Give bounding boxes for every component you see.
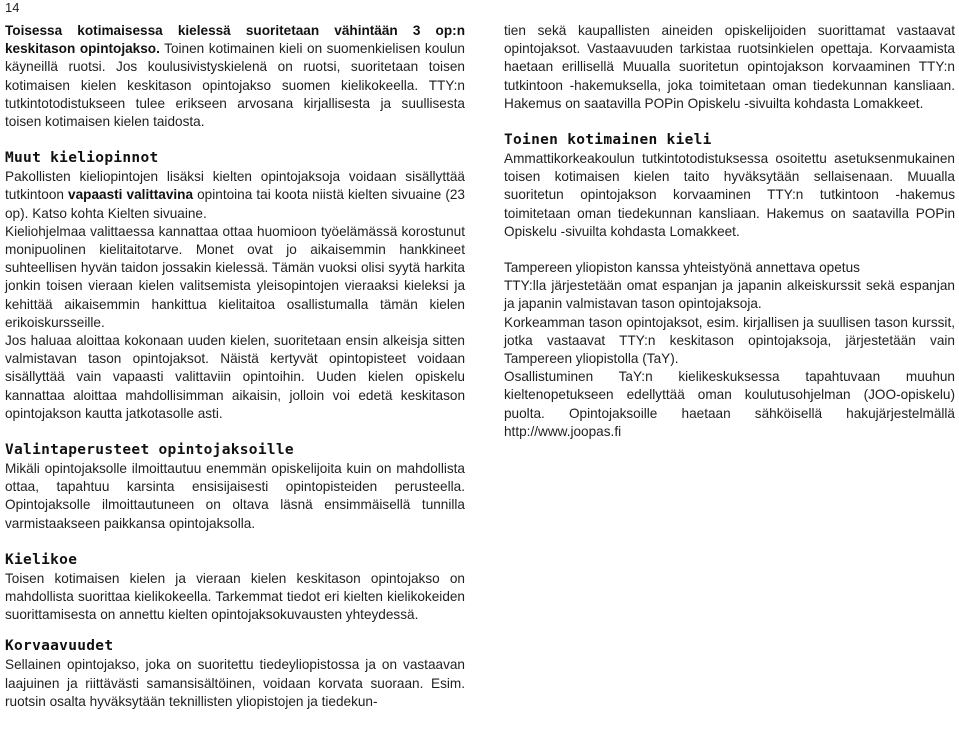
heading-valintaperusteet: Valintaperusteet opintojaksoille [5,442,294,459]
page-number: 14 [5,0,20,15]
muut-text-a: Pakollisten kieliopintojen lisäksi kielten opintojaksoja voidaan sisällyttää tutkintoon [5,169,465,203]
heading-kielikoe: Kielikoe [5,551,78,568]
paragraph-valinta: Mikäli opintojaksolle ilmoittautuu enemmän opiskelijoita kuin on mahdollista ottaa, tapahtuu karsinta ensisijaisesti opintopisteiden perusteella. Opintojaksolle ilmoittautuneen on oltava läsnä ensimmäisellä tunnilla varmistaakseen paikkansa opintojaksolla. [5,461,465,531]
heading-toinen-kotimainen-kieli: Toinen kotimainen kieli [504,132,712,149]
heading-korvaavuudet: Korvaavuudet [5,638,114,655]
paragraph-muut-1 [5,168,465,223]
muut-bold: vapaasti valittavina [68,187,194,203]
paragraph-tay-2: TTY:lla järjestetään omat espanjan ja japanin alkeiskurssit sekä espanjan ja japanin valmistavan tason opintojaksoja. [504,278,955,312]
paragraph-toinen-kotimainen-intro [5,22,465,131]
intro-rest: Toinen kotimainen kieli on suomenkielisen koulun käyneillä ruotsi. Jos koulusivistyskielenä on ruotsi, suoritetaan toisen kotimaisen kielen keskitason opintojakso suomen kielikokeella. TTY:n tutkintotodistukseen tulee erikseen arvosana kirjallisesta ja suullisesta toisen kotimaisen kielen taidosta. [5,41,465,130]
paragraph-muut-2: Kieliohjelmaa valittaessa kannattaa ottaa huomioon työelämässä korostunut monipuolinen kielitaitotarve. Monet ovat jo aikaisemmin hankkineet suhteellisen hyvän taidon jossakin kielessä. Tämän vuoksi olisi syytä harkita jonkin toisen vieraan kielen valitsemista yleisopintojen vieraaksi kieleksi ja kehittää aikaisemmin hankittua kielitaitoa osallistumalla tämän kielen erikoiskursseille. [5,223,465,330]
paragraph-korvaavuudet: Sellainen opintojakso, joka on suoritettu tiedeyliopistossa ja on vastaavan laajuinen ja riittävästi samansisältöinen, voidaan korvata suoraan. Esim. ruotsin osalta hyväksytään teknillisten yliopistojen ja tiedekun- [5,657,465,709]
paragraph-toinen-kotimainen: Ammattikorkeakoulun tutkintotodistuksessa osoitettu asetuksenmukainen toisen kotimaisen kielen taito hyväksytään sellaisenaan. Muualla suoritetun opintojakson korvaaminen TTY:n tutkintoon -hakemus toimitetaan oman tiedekunnan kansliaan. Hakemus on saatavilla POPin Opiskelu -sivuilta kohdasta Lomakkeet. [504,151,955,239]
paragraph-tay-heading: Tampereen yliopiston kanssa yhteistyönä annettava opetus [504,260,860,276]
heading-muut-kieliopinnot: Muut kieliopinnot [5,150,159,167]
left-column [5,22,465,711]
right-column [504,22,955,441]
muut-text-b: opintoina tai koota niistä kielten sivuaine (23 op). Katso kohta Kielten sivuaine. [5,187,465,221]
intro-bold: Toisessa kotimaisessa kielessä suoritetaan vähintään 3 op:n keskitason opintojakso. [5,23,465,57]
paragraph-korvaavuudet-cont: tien sekä kaupallisten aineiden opiskelijoiden suorittamat vastaavat opintojaksot. Vastaavuuden tarkistaa ruotsinkielen opettaja. Korvaamista haetaan erillisellä Muualla suoritetun opintojakson korvaaminen TTY:n tutkintoon -hakemuksella, joka toimitetaan oman tiedekunnan kansliaan. Hakemus on saatavilla POPin Opiskelu -sivuilta kohdasta Lomakkeet. [504,23,955,111]
paragraph-tay-4: Osallistuminen TaY:n kielikeskuksessa tapahtuvaan muuhun kieltenopetukseen edellyttää oman koulutusohjelman (JOO-opiskelu) puolta. Opintojaksoille haetaan sähköisellä hakujärjestelmällä http://www.joopas.fi [504,369,955,439]
paragraph-kielikoe: Toisen kotimaisen kielen ja vieraan kielen keskitason opintojakso on mahdollista suorittaa kielikokeella. Tarkemmat tiedot eri kielten kielikokeiden suorittamisesta on annettu kielten opintojaksokuvausten yhteydessä. [5,570,465,623]
paragraph-tay-3: Korkeamman tason opintojaksot, esim. kirjallisen ja suullisen tason kurssit, jotka vastaavat TTY:n keskitason opintojaksoja, järjestetään vain Tampereen yliopistolla (TaY). [504,314,955,367]
paragraph-muut-3: Jos haluaa aloittaa kokonaan uuden kielen, suoritetaan ensin alkeisja sitten valmistavan tason opintojaksot. Näistä kertyvät opintopisteet voidaan sisällyttää vain vapaasti valittaviin opintoihin. Uuden kielen opiskelu kannattaa aloittaa mahdollisimman aikaisin, jolloin voi edetä keskitason opintojakson kautta jatkotasolle asti. [5,333,465,421]
